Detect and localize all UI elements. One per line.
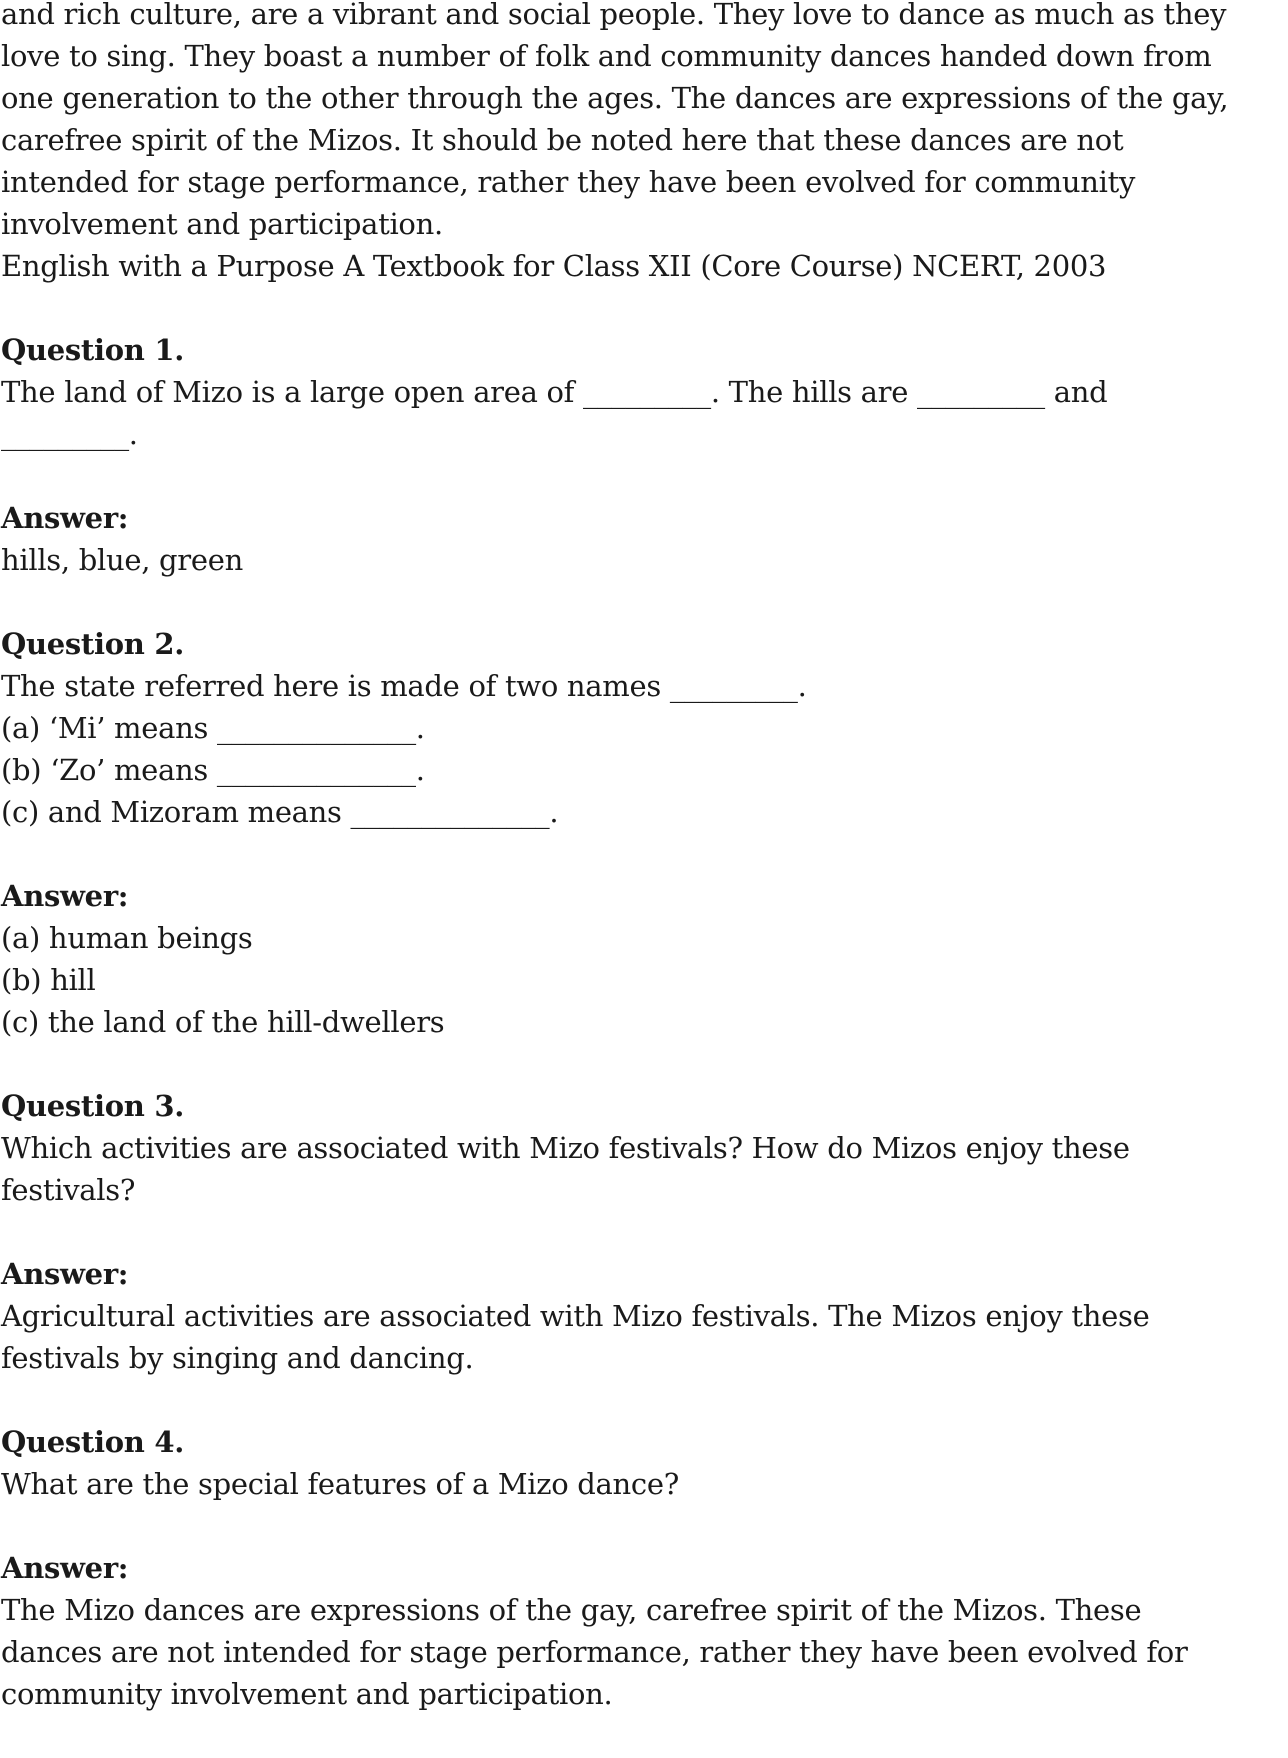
answer-4-heading: Answer: [1,1551,129,1585]
question-3-text: Which activities are associated with Mizo festivals? How do Mizos enjoy these [1,1131,1130,1165]
question-2-heading: Question 2. [1,627,185,661]
document-page [1,0,1281,1715]
intro-line: one generation to the other through the ages. The dances are expressions of the gay, [1,81,1229,115]
intro-line: involvement and participation. [1,207,443,241]
question-4-text: What are the special features of a Mizo dance? [1,1467,679,1501]
question-1-text: _________. [1,417,138,451]
intro-paragraph [1,0,1281,287]
answer-4-text: community involvement and participation. [1,1677,613,1711]
answer-2-heading: Answer: [1,879,129,913]
question-3-heading: Question 3. [1,1089,185,1123]
question-2-block [1,623,1281,1043]
question-2-option: (c) and Mizoram means ______________. [1,795,559,829]
intro-line: carefree spirit of the Mizos. It should be noted here that these dances are not [1,123,1124,157]
question-2-option: (a) ‘Mi’ means ______________. [1,711,425,745]
answer-1-text: hills, blue, green [1,543,243,577]
question-4-heading: Question 4. [1,1425,185,1459]
question-3-text: festivals? [1,1173,136,1207]
question-1-heading: Question 1. [1,333,185,367]
answer-2-text: (b) hill [1,963,96,997]
question-1-text: The land of Mizo is a large open area of _________. The hills are _________ and [1,375,1108,409]
question-2-text: The state referred here is made of two names _________. [1,669,807,703]
answer-2-text: (c) the land of the hill-dwellers [1,1005,445,1039]
answer-3-text: Agricultural activities are associated with Mizo festivals. The Mizos enjoy these [1,1299,1150,1333]
intro-line: intended for stage performance, rather they have been evolved for community [1,165,1136,199]
intro-line: and rich culture, are a vibrant and social people. They love to dance as much as they [1,0,1227,31]
source-citation: English with a Purpose A Textbook for Class XII (Core Course) NCERT, 2003 [1,249,1107,283]
answer-4-text: The Mizo dances are expressions of the gay, carefree spirit of the Mizos. These [1,1593,1142,1627]
question-2-option: (b) ‘Zo’ means ______________. [1,753,425,787]
answer-2-text: (a) human beings [1,921,253,955]
intro-line: love to sing. They boast a number of folk and community dances handed down from [1,39,1212,73]
question-4-block [1,1421,1281,1715]
answer-3-text: festivals by singing and dancing. [1,1341,474,1375]
answer-3-heading: Answer: [1,1257,129,1291]
answer-1-heading: Answer: [1,501,129,535]
question-1-block [1,329,1281,581]
question-3-block [1,1085,1281,1379]
answer-4-text: dances are not intended for stage performance, rather they have been evolved for [1,1635,1188,1669]
